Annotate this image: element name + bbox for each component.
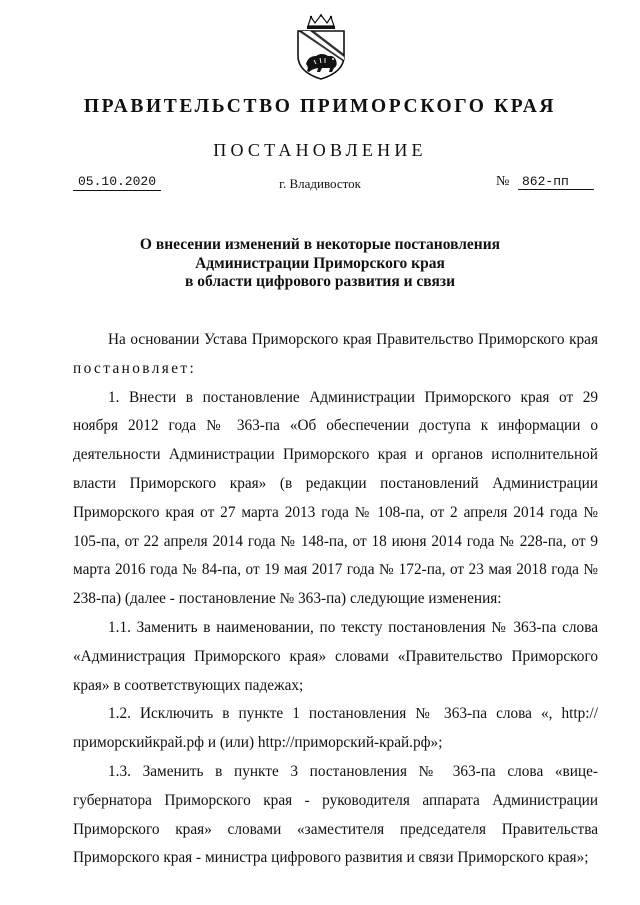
heading-line: в области цифрового развития и связи [184, 273, 456, 290]
document-heading [0, 236, 640, 292]
clause-1-2: 1.2. Исключить в пункте 1 постановления № 363-па слова «, http://приморскийкрай.рф и (или) http://приморский-край.рф»; [73, 705, 598, 752]
number-sign: № [496, 174, 510, 189]
document-date: 05.10.2020 [73, 174, 161, 191]
document-number [496, 174, 596, 190]
coat-of-arms-icon [292, 14, 350, 80]
document-body [73, 326, 598, 873]
heading-line: О внесении изменений в некоторые постановления [139, 236, 501, 253]
intro-paragraph: На основании Устава Приморского края Правительство Приморского края [108, 331, 598, 348]
number-value: 862-пп [518, 174, 594, 190]
heading-line: Администрации Приморского края [195, 254, 445, 272]
government-title: ПРАВИТЕЛЬСТВО ПРИМОРСКОГО КРАЯ [83, 96, 557, 117]
clause-1: 1. Внести в постановление Администрации Приморского края от 29 ноября 2012 года № 363-па «Об обеспечении доступа к информации о деятельности Администрации Приморского края и органов исполнительной власти Приморского края» (в редакции постановлений Администрации Приморского края от 27 марта 2013 года № 108-па, от 2 апреля 2014 года № 105-па, от 22 апреля 2014 года № 148-па, от 18 июня 2014 года № 228-па, от 9 марта 2016 года № 84-па, от 19 мая 2017 года № 172-па, от 23 мая 2018 года № 238-па) (далее - постановление № 363-па) следующие изменения: [73, 388, 598, 608]
document-type: ПОСТАНОВЛЕНИЕ [213, 140, 427, 160]
document-meta-row [0, 174, 640, 198]
clause-1-1: 1.1. Заменить в наименовании, по тексту постановления № 363-па слова «Администрация Приморского края» словами «Правительство Приморского края» в соответствующих падежах; [73, 618, 598, 694]
document-city: г. Владивосток [279, 176, 361, 191]
resolves-word: постановляет: [73, 359, 197, 377]
clause-1-3: 1.3. Заменить в пункте 3 постановления № 363-па слова «вице-губернатора Приморского края - руководителя аппарата Администрации Приморского края» словами «заместителя председателя Правительства Приморского края - министра цифрового развития и связи Приморского края»; [73, 762, 598, 867]
